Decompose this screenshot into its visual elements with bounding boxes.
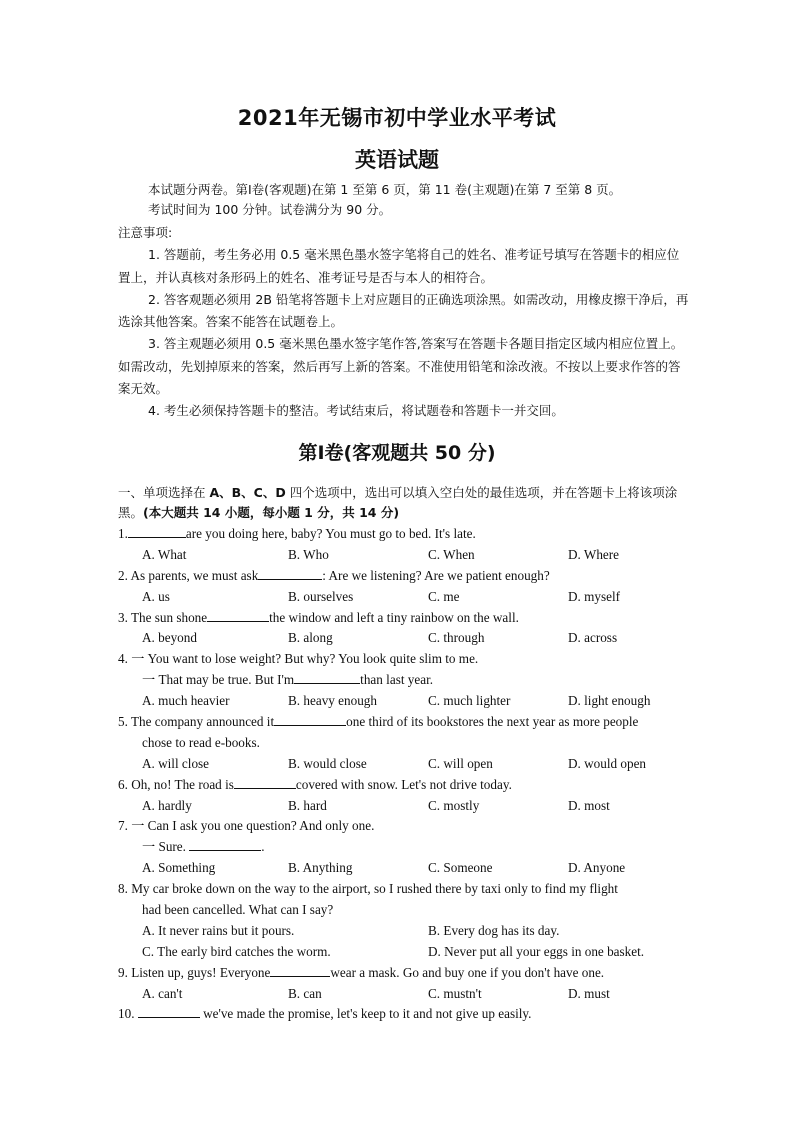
option-a: A. What	[142, 546, 187, 562]
option-b: B. Anything	[288, 860, 353, 876]
options-3	[118, 628, 688, 649]
question-text: chose to read e-books.	[142, 734, 260, 750]
option-d: D. light enough	[568, 693, 651, 709]
question-9	[118, 963, 688, 984]
instruction-letters: A、B、C、D	[209, 485, 286, 500]
option-a: A. will close	[142, 755, 210, 771]
question-number: 1.	[118, 526, 128, 541]
option-d: D. across	[568, 630, 618, 646]
question-text: 7. 一 Can I ask you one question? And only one.	[118, 818, 375, 834]
answer-blank	[234, 775, 296, 789]
options-2	[118, 587, 688, 608]
options-8-row-2	[118, 942, 688, 963]
question-10	[118, 1004, 688, 1025]
option-d: D. myself	[568, 588, 621, 604]
options-4	[118, 691, 688, 712]
option-c: C. The early bird catches the worm.	[142, 943, 331, 959]
question-text: 6. Oh, no! The road is	[118, 776, 234, 792]
question-text: 5. The company announced it	[118, 714, 275, 730]
options-6	[118, 796, 688, 817]
question-text-end: one third of its bookstores the next year as more people	[346, 714, 639, 730]
instruction-part-1: 一、单项选择在	[118, 485, 210, 500]
option-c: C. through	[428, 630, 485, 646]
answer-blank	[294, 670, 360, 684]
question-5-cont	[118, 733, 688, 754]
option-a: A. Something	[142, 860, 216, 876]
question-6	[118, 775, 688, 796]
question-text-end: than last year.	[360, 672, 434, 688]
question-text: had been cancelled. What can I say?	[142, 902, 334, 918]
option-d: D. would open	[568, 755, 647, 771]
note-item-3: 3. 答主观题必须用 0.5 毫米黑色墨水签字笔作答,答案写在答题卡各题目指定区域内相应位置上。如需改动，先划掉原来的答案，然后再写上新的答案。不准使用铅笔和涂改液。不按以上要求作答的答案无效。	[118, 336, 684, 397]
answer-blank	[270, 963, 330, 977]
question-2	[118, 566, 688, 587]
notes-block	[118, 222, 690, 423]
option-a: A. hardly	[142, 797, 192, 813]
note-item-2: 2. 答客观题必须用 2B 铅笔将答题卡上对应题目的正确选项涂黑。如需改动，用橡皮擦干净后，再选涂其他答案。答案不能答在试题卷上。	[118, 291, 689, 330]
question-7-reply	[118, 837, 688, 858]
question-text: 2. As parents, we must ask	[118, 567, 259, 583]
option-c: C. me	[428, 588, 460, 604]
option-a: A. much heavier	[142, 693, 230, 709]
question-8-cont	[118, 900, 688, 921]
options-9	[118, 984, 688, 1005]
option-b: B. heavy enough	[288, 693, 377, 709]
exam-subtitle: 英语试题	[355, 148, 439, 172]
answer-blank	[207, 608, 269, 622]
option-d: D. must	[568, 985, 610, 1001]
intro-text-1: 本试题分两卷。第Ⅰ卷(客观题)在第 1 至第 6 页，第 11 卷(主观题)在第 7 至第 8 页。	[148, 182, 622, 197]
options-7	[118, 858, 688, 879]
option-b: B. ourselves	[288, 588, 354, 604]
question-text: are you doing here, baby? You must go to bed. It's late.	[185, 526, 476, 541]
option-b: B. hard	[288, 797, 327, 813]
question-4	[118, 649, 688, 670]
option-b: B. would close	[288, 755, 367, 771]
question-list	[118, 524, 688, 1025]
options-8-row-1	[118, 921, 688, 942]
question-text: 一 That may be true. But I'm	[142, 672, 295, 688]
intro-text-2: 考试时间为 100 分钟。试卷满分为 90 分。	[148, 202, 392, 217]
option-c: C. mustn't	[428, 985, 482, 1001]
option-b: B. can	[288, 985, 322, 1001]
question-5	[118, 712, 688, 733]
question-text: 3. The sun shone	[118, 609, 208, 625]
question-8	[118, 879, 688, 900]
option-d: D. Where	[568, 546, 620, 562]
question-text-end: wear a mask. Go and buy one if you don't have one.	[330, 964, 605, 980]
question-text: 8. My car broke down on the way to the airport, so I rushed there by taxi only to find my flight	[118, 881, 618, 897]
answer-blank	[128, 524, 186, 538]
question-1	[118, 524, 688, 545]
question-4-reply	[118, 670, 688, 691]
answer-blank	[138, 1004, 200, 1018]
question-text-end: : Are we listening? Are we patient enough?	[322, 567, 550, 583]
question-text-end: the window and left a tiny rainbow on the wall.	[269, 609, 519, 625]
intro-line-1	[118, 180, 688, 200]
question-7	[118, 816, 688, 837]
option-b: B. along	[288, 630, 333, 646]
answer-blank	[274, 712, 346, 726]
option-b: B. Every dog has its day.	[428, 922, 560, 938]
option-c: C. When	[428, 546, 475, 562]
question-text-end: .	[261, 839, 265, 855]
answer-blank	[189, 837, 261, 851]
instruction-part-2: 四个选项中，选出可以填入空白处的最佳选项，并在答题卡上将该项涂黑。	[118, 485, 678, 520]
option-d: D. most	[568, 797, 610, 813]
option-c: C. much lighter	[428, 693, 511, 709]
option-a: A. can't	[142, 985, 183, 1001]
question-number: 10.	[118, 1006, 138, 1022]
option-a: A. It never rains but it pours.	[142, 922, 295, 938]
options-5	[118, 754, 688, 775]
option-d: D. Anyone	[568, 860, 626, 876]
option-a: A. beyond	[142, 630, 197, 646]
option-d: D. Never put all your eggs in one basket.	[428, 943, 645, 959]
option-c: C. Someone	[428, 860, 493, 876]
question-text: 4. 一 You want to lose weight? But why? You look quite slim to me.	[118, 651, 479, 667]
question-text: 9. Listen up, guys! Everyone	[118, 964, 271, 980]
notes-heading: 注意事项:	[118, 225, 173, 240]
instruction-scoring: (本大题共 14 小题，每小题 1 分，共 14 分)	[143, 505, 400, 520]
answer-blank	[258, 566, 322, 580]
section-instruction	[118, 483, 678, 523]
note-item-1: 1. 答题前，考生务必用 0.5 毫米黑色墨水签字笔将自己的姓名、准考证号填写在答题卡的相应位置上，并认真核对条形码上的姓名、准考证号是否与本人的相符合。	[118, 247, 680, 285]
question-3	[118, 608, 688, 629]
option-c: C. mostly	[428, 797, 480, 813]
intro-line-2	[118, 200, 688, 220]
question-text-end: covered with snow. Let's not drive today.	[295, 776, 512, 792]
question-text-end: we've made the promise, let's keep to it and not give up easily.	[199, 1006, 532, 1022]
options-1	[118, 545, 688, 566]
option-c: C. will open	[428, 755, 493, 771]
note-item-4: 4. 考生必须保持答题卡的整洁。考试结束后，将试题卷和答题卡一并交回。	[148, 403, 564, 419]
option-a: A. us	[142, 588, 170, 604]
exam-title: 2021年无锡市初中学业水平考试	[237, 106, 557, 130]
question-text: 一 Sure.	[142, 839, 190, 855]
section-title: 第Ⅰ卷(客观题共 50 分)	[298, 442, 496, 464]
option-b: B. Who	[288, 546, 329, 562]
